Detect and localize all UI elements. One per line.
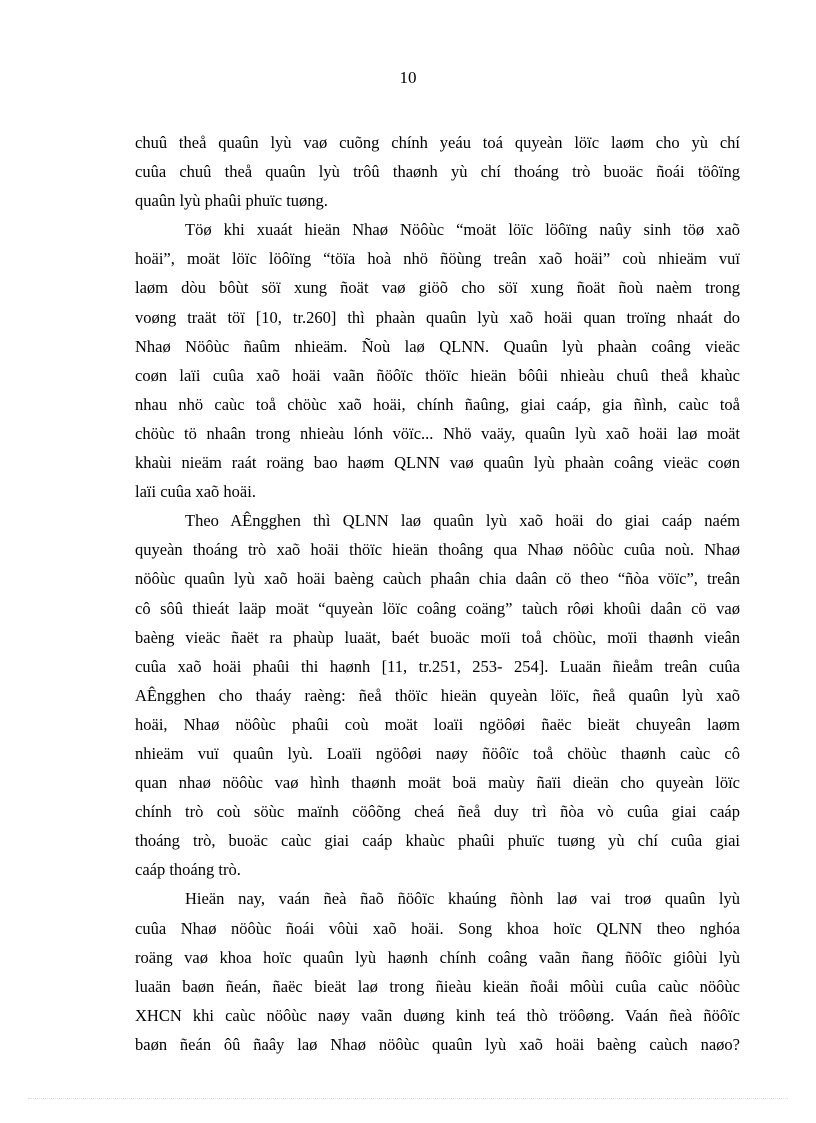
text-line: roäng vaø khoa hoïc quaûn lyù haønh chính coâng vaãn ñang ñöôïc giôùi lyù [135,947,740,967]
text-line: quyeàn thoáng trò xaõ hoäi thöïc hieän thoâng qua Nhaø nöôùc cuûa noù. Nhaø [135,540,740,560]
paragraph-4 [135,884,740,1059]
text-line: khaùi nieäm raát roäng bao haøm QLNN vaø quaûn lyù phaàn coâng vieäc coøn [135,453,740,473]
text-line: hoäi, Nhaø nöôùc phaûi coù moät loaïi ngöôøi ñaëc bieät chuyeân laøm [135,714,740,734]
text-line: luaän baøn ñeán, ñaëc bieät laø trong ñieàu kieän ñoåi môùi cuûa caùc nöôùc [135,976,740,996]
text-line: nhau nhö caùc toå chöùc xaõ hoäi, chính ñaûng, giai caáp, gia ñình, caùc toå [135,394,740,414]
text-line: baèng vieäc ñaët ra phaùp luaät, baét buoäc moïi toå chöùc, moïi thaønh vieân [135,627,740,647]
text-line: hoäi”, moät löïc löôïng “töïa hoà nhö ñöùng treân xaõ hoäi” coù nhieäm vuï [135,249,740,269]
page-number: 10 [399,68,417,87]
text-line: quaûn lyù phaûi phuïc tuøng. [135,191,328,211]
text-line: Hieän nay, vaán ñeà ñaõ ñöôïc khaúng ñònh laø vai troø quaûn lyù [185,889,740,909]
text-line: nhieäm vuï quaûn lyù. Loaïi ngöôøi naøy ñöôïc toå chöùc thaønh caùc cô [135,743,740,763]
text-line: chuû theå quaûn lyù vaø cuõng chính yeáu toá quyeàn löïc laøm cho yù chí [135,133,740,152]
text-line: Theo AÊngghen thì QLNN laø quaûn lyù xaõ hoäi do giai caáp naém [185,511,740,531]
text-line: nöôùc quaûn lyù xaõ hoäi baèng caùch phaân chia daân cö theo “ñòa vöïc”, treân [135,569,740,589]
text-line: coøn laïi cuûa xaõ hoäi vaãn ñöôïc thöïc hieän bôûi nhieàu chuû theå khaùc [135,365,740,385]
text-line: baøn ñeán ôû ñaây laø Nhaø nöôùc quaûn lyù xaõ hoäi baèng caùch naøo? [135,1034,740,1054]
text-line: XHCN khi caùc nöôùc naøy vaãn duøng kinh teá thò tröôøng. Vaán ñeà ñöôïc [135,1005,740,1025]
text-line: AÊngghen cho thaáy raèng: ñeå thöïc hieän quyeàn löïc, ñeå quaûn lyù xaõ [135,685,740,705]
text-line: voøng traät töï [10, tr.260] thì phaàn quaûn lyù xaõ hoäi quan troïng nhaát do [135,307,740,327]
body-text [135,128,740,1059]
page-bottom-rule [28,1098,788,1099]
paragraph-3 [135,506,740,884]
paragraph-2 [135,215,740,506]
text-line: laøm dòu bôùt söï xung ñoät vaø giöõ cho söï xung ñoät ñoù naèm trong [135,278,740,298]
text-line: chöùc tö nhaân trong nhieàu lónh vöïc... Nhö vaäy, quaûn lyù xaõ hoäi laø moät [135,423,740,443]
text-line: chính trò coù söùc maïnh cöôõng cheá ñeå duy trì ñòa vò cuûa giai caáp [135,802,740,822]
text-line: cuûa xaõ hoäi phaûi thi haønh [11, tr.251, 253- 254]. Luaän ñieåm treân cuûa [135,656,740,676]
text-line: thoáng trò, buoäc caùc giai caáp khaùc phaûi phuïc tuøng yù chí cuûa giai [135,831,740,851]
paragraph-1 [135,128,740,215]
text-line: cô sôû thieát laäp moät “quyeàn löïc coâng coäng” taùch rôøi khoûi daân cö vaø [135,598,740,618]
text-line: Töø khi xuaát hieän Nhaø Nöôùc “moät löïc löôïng naûy sinh töø xaõ [185,220,740,240]
text-line: quan nhaø nöôùc vaø hình thaønh moät boä maùy ñaïi dieän cho quyeàn löïc [135,773,740,793]
text-line: laïi cuûa xaõ hoäi. [135,482,256,502]
text-line: Nhaø Nöôùc ñaûm nhieäm. Ñoù laø QLNN. Quaûn lyù phaàn coâng vieäc [135,336,740,356]
text-line: cuûa Nhaø nöôùc ñoái vôùi xaõ hoäi. Song khoa hoïc QLNN theo nghóa [135,918,740,938]
text-line: cuûa chuû theå quaûn lyù trôû thaønh yù chí thoáng trò buoäc ñoái töôïng [135,162,740,182]
text-line: caáp thoáng trò. [135,860,241,880]
